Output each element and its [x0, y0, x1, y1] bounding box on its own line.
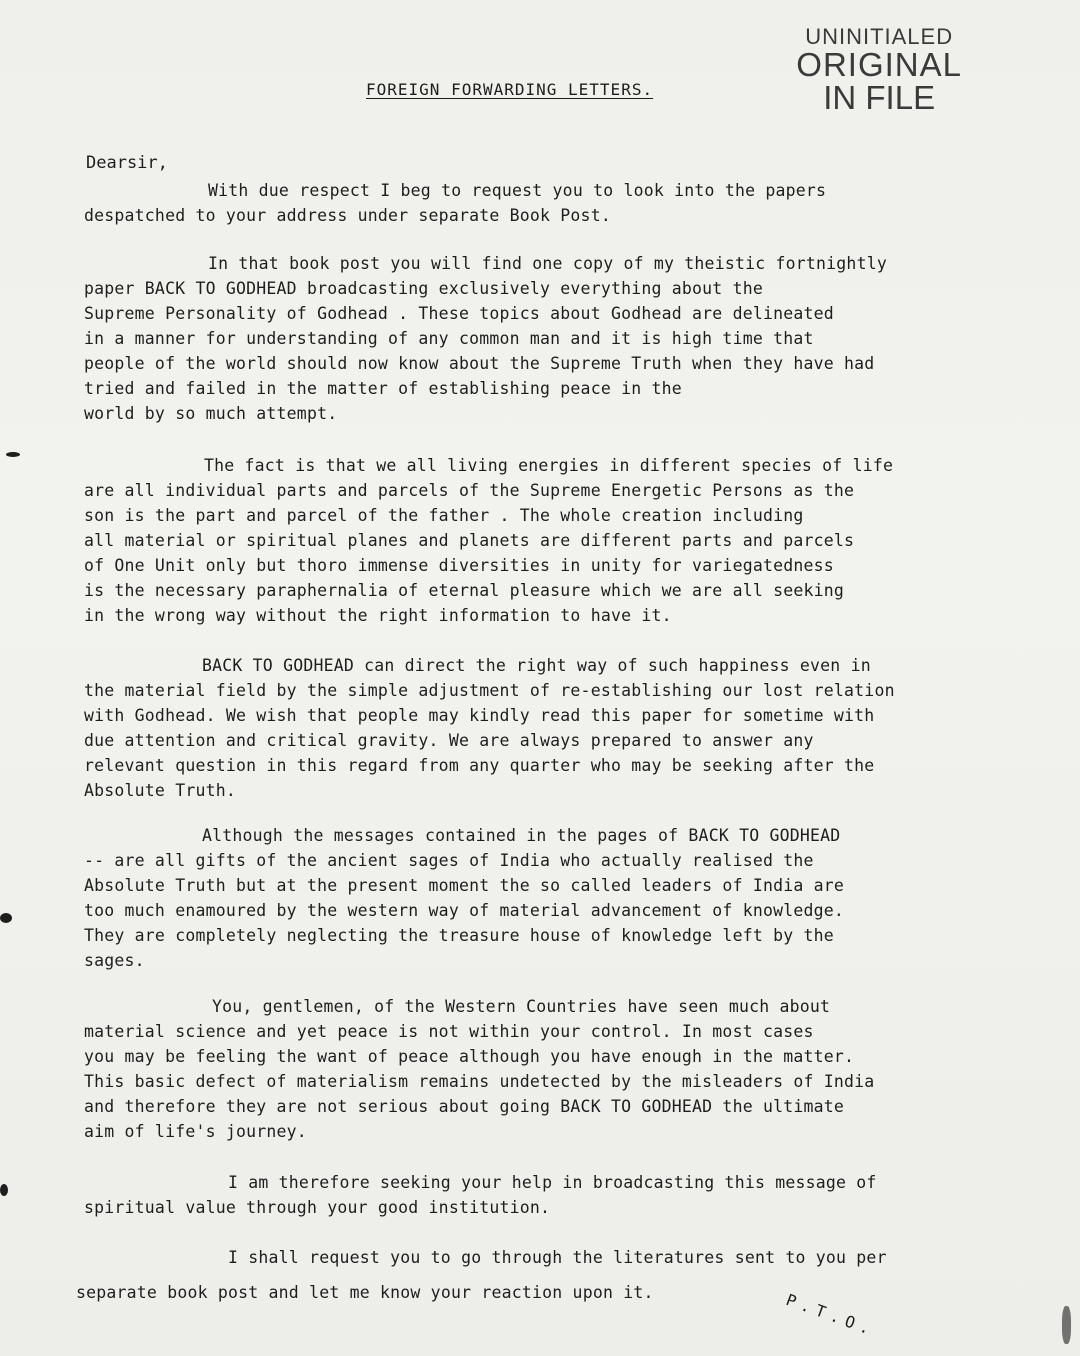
- stamp-line-3: IN FILE: [823, 79, 936, 116]
- pto-signoff: P.T.O.: [783, 1290, 879, 1340]
- paragraph-5: Although the messages contained in the pages of BACK TO GODHEAD -- are all gifts of the ancient sages of India who actually realised the Absolute Truth but at the present moment the so called leaders of India are too much enamoured by the western way of material advancement of knowledge. They are completely neglecting the treasure house of knowledge left by the sages.: [84, 826, 845, 970]
- corner-ink-smudge: [1062, 1306, 1071, 1344]
- paragraph-6: You, gentlemen, of the Western Countries have seen much about material science and yet peace is not within your control. In most cases you may be feeling the want of peace although you have enough in the matter. This basic defect of materialism remains undetected by the misleaders of India and therefore they are not serious about going BACK TO GODHEAD the ultimate aim of life's journey.: [84, 997, 875, 1141]
- paragraph-4: BACK TO GODHEAD can direct the right way of such happiness even in the material field by the simple adjustment of re-establishing our lost relation with Godhead. We wish that people may kindly read this paper for sometime with due attention and critical gravity. We are always prepared to answer any relevant question in this regard from any quarter who may be seeking after the Absolute Truth.: [84, 656, 895, 800]
- letter-title: FOREIGN FORWARDING LETTERS.: [366, 80, 654, 99]
- paragraph-7: I am therefore seeking your help in broadcasting this message of spiritual value through your good institution.: [84, 1173, 877, 1217]
- stamp-line-2: ORIGINAL: [796, 46, 962, 83]
- margin-ink-mark: [0, 1184, 8, 1196]
- paragraph-9: separate book post and let me know your reaction upon it.: [76, 1283, 654, 1302]
- paragraph-1: With due respect I beg to request you to look into the papers despatched to your address under separate Book Post.: [84, 181, 827, 225]
- paragraph-2: In that book post you will find one copy of my theistic fortnightly paper BACK TO GODHEAD broadcasting exclusively everything about the Supreme Personality of Godhead . These topics about Godhead are delineated in a manner for understanding of any common man and it is high time that people of the world should now know about the Supreme Truth when they have had tried and failed in the matter of establishing peace in the world by so much attempt.: [84, 254, 887, 423]
- margin-ink-mark: [0, 913, 12, 923]
- uninitialed-original-stamp: [796, 26, 962, 114]
- margin-ink-mark: [6, 452, 20, 457]
- stamp-line-1: UNINITIALED: [805, 24, 954, 49]
- salutation: Dearsir,: [86, 153, 168, 173]
- paragraph-3: The fact is that we all living energies in different species of life are all individual parts and parcels of the Supreme Energetic Persons as the son is the part and parcel of the father . The whole creation including all material or spiritual planes and planets are different parts and parcels of One Unit only but thoro immense diversities in unity for variegatedness is the necessary paraphernalia of eternal pleasure which we are all seeking in the wrong way without the right information to have it.: [84, 456, 894, 625]
- paragraph-8: I shall request you to go through the literatures sent to you per: [228, 1248, 887, 1267]
